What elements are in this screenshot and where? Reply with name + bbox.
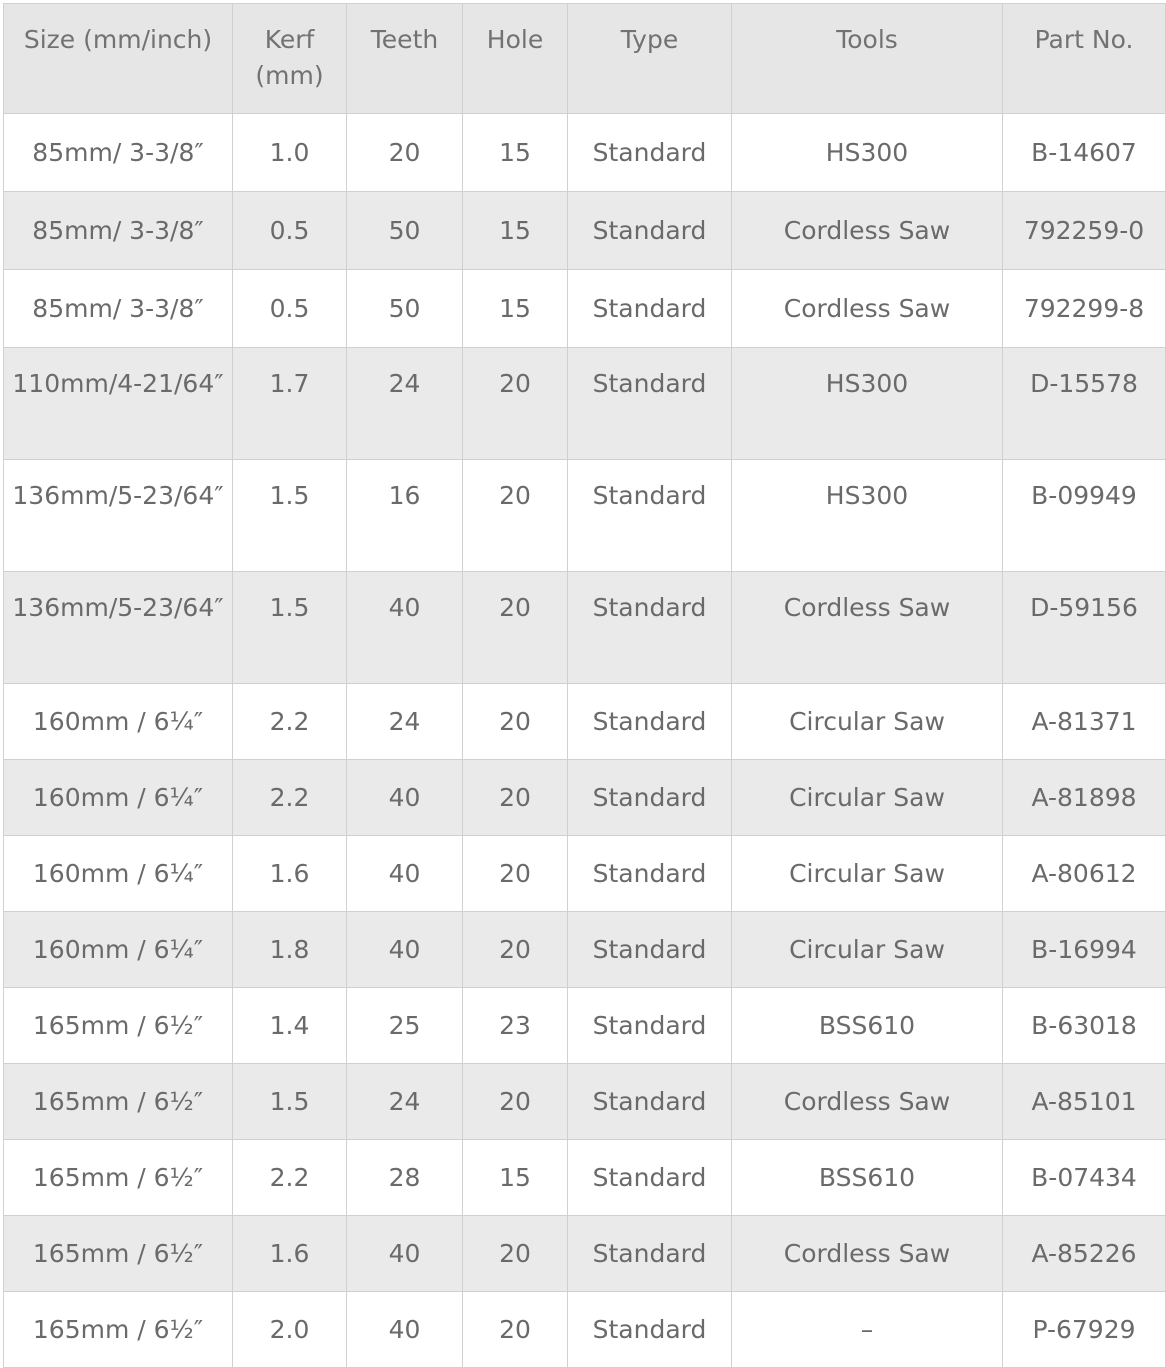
cell-part-no: A-80612 — [1003, 836, 1166, 912]
cell-hole: 15 — [463, 1140, 568, 1216]
cell-hole: 20 — [463, 684, 568, 760]
table-row — [4, 114, 1166, 192]
cell-teeth: 25 — [347, 988, 463, 1064]
cell-part-no: D-15578 — [1003, 348, 1166, 460]
cell-tools: HS300 — [732, 460, 1003, 572]
cell-type: Standard — [568, 1216, 732, 1292]
cell-hole: 20 — [463, 348, 568, 460]
table-row — [4, 988, 1166, 1064]
cell-teeth: 24 — [347, 348, 463, 460]
cell-hole: 15 — [463, 114, 568, 192]
cell-part-no: B-63018 — [1003, 988, 1166, 1064]
cell-tools: Circular Saw — [732, 760, 1003, 836]
cell-size: 85mm/ 3-3/8″ — [4, 192, 233, 270]
cell-part-no: A-81898 — [1003, 760, 1166, 836]
cell-type: Standard — [568, 912, 732, 988]
cell-kerf: 2.2 — [233, 684, 347, 760]
cell-type: Standard — [568, 1292, 732, 1368]
cell-tools: Circular Saw — [732, 836, 1003, 912]
cell-type: Standard — [568, 348, 732, 460]
cell-teeth: 40 — [347, 760, 463, 836]
cell-kerf: 2.2 — [233, 760, 347, 836]
cell-size: 160mm / 6¼″ — [4, 760, 233, 836]
cell-type: Standard — [568, 192, 732, 270]
cell-hole: 15 — [463, 270, 568, 348]
cell-size: 165mm / 6½″ — [4, 1216, 233, 1292]
cell-teeth: 50 — [347, 192, 463, 270]
table-row — [4, 270, 1166, 348]
cell-kerf: 1.5 — [233, 460, 347, 572]
cell-kerf: 1.5 — [233, 1064, 347, 1140]
table-row — [4, 836, 1166, 912]
table-row — [4, 192, 1166, 270]
cell-size: 160mm / 6¼″ — [4, 684, 233, 760]
cell-part-no: B-16994 — [1003, 912, 1166, 988]
cell-type: Standard — [568, 1064, 732, 1140]
cell-size: 136mm/5-23/64″ — [4, 572, 233, 684]
cell-kerf: 1.6 — [233, 836, 347, 912]
table-row — [4, 348, 1166, 460]
cell-tools: Cordless Saw — [732, 1216, 1003, 1292]
cell-kerf: 0.5 — [233, 192, 347, 270]
cell-type: Standard — [568, 760, 732, 836]
cell-teeth: 28 — [347, 1140, 463, 1216]
cell-teeth: 40 — [347, 572, 463, 684]
cell-size: 165mm / 6½″ — [4, 1064, 233, 1140]
cell-hole: 20 — [463, 1292, 568, 1368]
saw-blade-table — [3, 3, 1166, 1368]
cell-tools: Cordless Saw — [732, 1064, 1003, 1140]
cell-kerf: 1.5 — [233, 572, 347, 684]
cell-size: 160mm / 6¼″ — [4, 836, 233, 912]
cell-hole: 20 — [463, 1216, 568, 1292]
table-header — [4, 4, 1166, 114]
cell-hole: 20 — [463, 836, 568, 912]
header-teeth: Teeth — [347, 4, 463, 114]
cell-hole: 20 — [463, 912, 568, 988]
cell-part-no: 792259-0 — [1003, 192, 1166, 270]
cell-teeth: 20 — [347, 114, 463, 192]
cell-kerf: 2.0 — [233, 1292, 347, 1368]
header-part-no: Part No. — [1003, 4, 1166, 114]
cell-kerf: 1.6 — [233, 1216, 347, 1292]
table-row — [4, 572, 1166, 684]
table-row — [4, 760, 1166, 836]
cell-part-no: A-81371 — [1003, 684, 1166, 760]
table-row — [4, 1292, 1166, 1368]
cell-tools: HS300 — [732, 348, 1003, 460]
cell-part-no: B-14607 — [1003, 114, 1166, 192]
cell-tools: Cordless Saw — [732, 192, 1003, 270]
cell-teeth: 40 — [347, 912, 463, 988]
cell-type: Standard — [568, 836, 732, 912]
table-row — [4, 1216, 1166, 1292]
table-row — [4, 684, 1166, 760]
cell-tools: – — [732, 1292, 1003, 1368]
cell-tools: Cordless Saw — [732, 572, 1003, 684]
cell-part-no: B-07434 — [1003, 1140, 1166, 1216]
cell-teeth: 40 — [347, 1216, 463, 1292]
cell-teeth: 24 — [347, 1064, 463, 1140]
cell-part-no: A-85226 — [1003, 1216, 1166, 1292]
cell-teeth: 40 — [347, 1292, 463, 1368]
cell-type: Standard — [568, 988, 732, 1064]
cell-type: Standard — [568, 460, 732, 572]
cell-type: Standard — [568, 684, 732, 760]
cell-size: 165mm / 6½″ — [4, 988, 233, 1064]
cell-size: 85mm/ 3-3/8″ — [4, 114, 233, 192]
header-hole: Hole — [463, 4, 568, 114]
cell-tools: BSS610 — [732, 1140, 1003, 1216]
header-tools: Tools — [732, 4, 1003, 114]
cell-teeth: 50 — [347, 270, 463, 348]
table-row — [4, 1064, 1166, 1140]
cell-hole: 15 — [463, 192, 568, 270]
table-row — [4, 460, 1166, 572]
cell-size: 160mm / 6¼″ — [4, 912, 233, 988]
cell-size: 165mm / 6½″ — [4, 1140, 233, 1216]
cell-teeth: 16 — [347, 460, 463, 572]
cell-tools: Circular Saw — [732, 684, 1003, 760]
header-row — [4, 4, 1166, 114]
cell-teeth: 24 — [347, 684, 463, 760]
cell-kerf: 2.2 — [233, 1140, 347, 1216]
cell-hole: 23 — [463, 988, 568, 1064]
header-size: Size (mm/inch) — [4, 4, 233, 114]
cell-kerf: 0.5 — [233, 270, 347, 348]
cell-kerf: 1.4 — [233, 988, 347, 1064]
cell-part-no: B-09949 — [1003, 460, 1166, 572]
cell-part-no: 792299-8 — [1003, 270, 1166, 348]
table-row — [4, 912, 1166, 988]
cell-size: 165mm / 6½″ — [4, 1292, 233, 1368]
cell-part-no: P-67929 — [1003, 1292, 1166, 1368]
cell-hole: 20 — [463, 760, 568, 836]
cell-part-no: D-59156 — [1003, 572, 1166, 684]
cell-hole: 20 — [463, 1064, 568, 1140]
cell-type: Standard — [568, 270, 732, 348]
header-kerf: Kerf (mm) — [233, 4, 347, 114]
cell-size: 85mm/ 3-3/8″ — [4, 270, 233, 348]
cell-kerf: 1.7 — [233, 348, 347, 460]
cell-hole: 20 — [463, 572, 568, 684]
cell-kerf: 1.8 — [233, 912, 347, 988]
cell-type: Standard — [568, 114, 732, 192]
cell-tools: BSS610 — [732, 988, 1003, 1064]
header-type: Type — [568, 4, 732, 114]
cell-tools: Circular Saw — [732, 912, 1003, 988]
cell-hole: 20 — [463, 460, 568, 572]
table-body — [4, 114, 1166, 1368]
cell-teeth: 40 — [347, 836, 463, 912]
cell-size: 110mm/4-21/64″ — [4, 348, 233, 460]
cell-part-no: A-85101 — [1003, 1064, 1166, 1140]
cell-type: Standard — [568, 572, 732, 684]
cell-type: Standard — [568, 1140, 732, 1216]
cell-tools: HS300 — [732, 114, 1003, 192]
cell-size: 136mm/5-23/64″ — [4, 460, 233, 572]
cell-tools: Cordless Saw — [732, 270, 1003, 348]
table-row — [4, 1140, 1166, 1216]
cell-kerf: 1.0 — [233, 114, 347, 192]
